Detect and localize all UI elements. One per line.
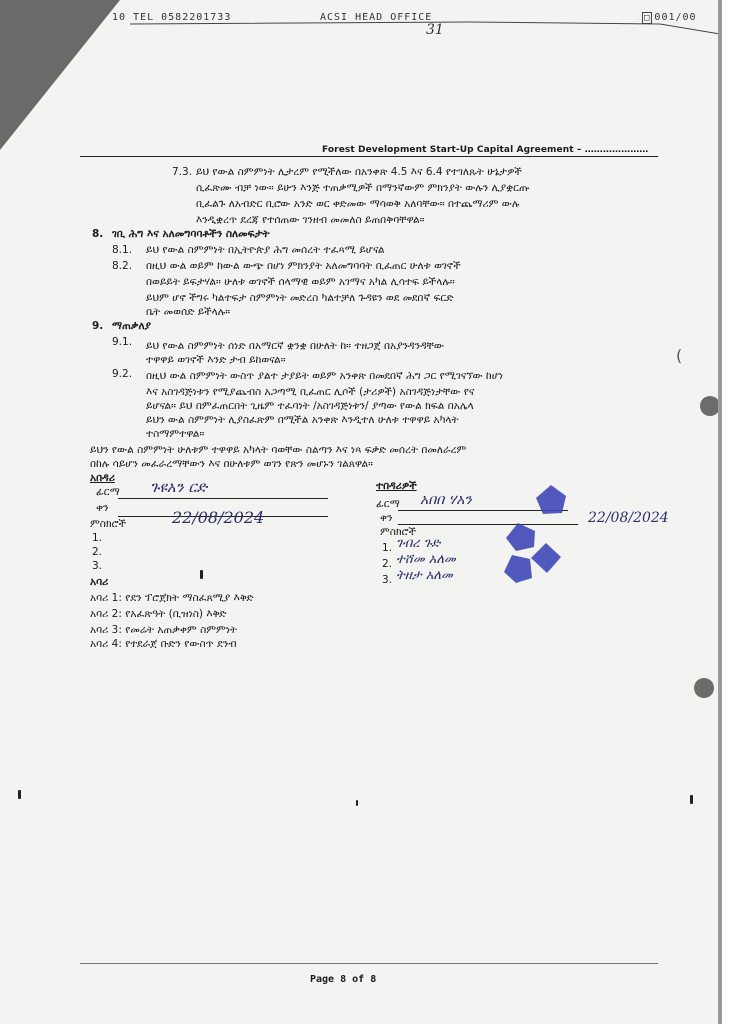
annex-3: አባሪ 3: የመሬት አጠቃቀም ስምምነት bbox=[90, 624, 238, 636]
right-witness-1-signature: ገብረ ጉድ bbox=[396, 536, 441, 551]
clause-9-title: ማጠቃለያ bbox=[112, 320, 152, 332]
left-handwritten-date: 22/08/2024 bbox=[172, 508, 265, 527]
fingerprint-stamp bbox=[534, 484, 568, 516]
fax-from: 10 TEL 0582201733 bbox=[112, 12, 232, 23]
scan-mark bbox=[690, 795, 693, 804]
clause-9-number: 9. bbox=[92, 320, 104, 332]
left-witness-3: 3. bbox=[92, 560, 103, 572]
clause-8-2-line-2: በወይይት ይፍታሃል። ሁለቱ ወገኖች ሰላማዊ ወይም አገማና አካል ሊሳተፍ ይችላሉ። bbox=[146, 276, 455, 288]
left-witness-1: 1. bbox=[92, 532, 103, 544]
clause-8-1-text: ይህ የውል ስምምነት በኢትዮጵያ ሕግ መሰረት ተፈጻሚ ይሆናል bbox=[146, 244, 385, 256]
right-witness-2-number: 2. bbox=[382, 558, 393, 570]
clause-8-2-line-4: ቤት መወሰድ ይችላሉ። bbox=[146, 306, 231, 318]
left-witness-2: 2. bbox=[92, 546, 103, 558]
closing-line-1: ይህን የውል ስምምነት ሁለቱም ተዋዋይ አካላት ባወቸው ስልጣን እና ነጻ ፍቃድ መሰረት በመለራረም bbox=[90, 444, 467, 456]
header-rule bbox=[80, 156, 658, 157]
fax-top-rule bbox=[120, 14, 730, 44]
clause-8-2-line-3: ይህም ሆኖ ችግሩ ካልተፍታ ስምምነት መድረስ ካልተቻለ ጉዳዩን ወደ መደበኛ ፍርድ bbox=[146, 292, 454, 304]
clause-9-2-line-1: በዚህ ውል ስምምነት ውስጥ ያልተ ታያይት ወይም አንቀጽ በመደበኛ ሕግ ጋር የሚገናኘው ከሆነ bbox=[146, 370, 504, 382]
clause-7-3-line-1: ይህ የውል ስምምነት ሊታረም የሚችለው በአንቀጽ 4.5 እና 6.4 የተገለጹት ሁኔታዎች bbox=[196, 166, 522, 178]
page-label: Page 8 of 8 bbox=[310, 974, 377, 985]
clause-9-1-line-2: ተዋዋይ ወገኖች እንድ ታብ ይከወናል። bbox=[146, 354, 286, 366]
left-date-label: ቀን bbox=[96, 502, 109, 514]
handwritten-page-mark: 31 bbox=[426, 22, 444, 38]
left-witness-label: ምስክሮች bbox=[90, 518, 127, 530]
footer-rule bbox=[80, 963, 658, 964]
annex-4: አባሪ 4: የተደራጀ ቡድን የውስጥ ደንብ bbox=[90, 638, 237, 650]
right-witness-3-signature: ትዘታ አለመ bbox=[396, 568, 453, 583]
right-witness-3-number: 3. bbox=[382, 574, 393, 586]
left-handwritten-signature: ጉዩአን ርድ bbox=[150, 478, 207, 496]
clause-9-2-line-2: እና አስገዳጅነቱን የሚያጨብስ አጋጣሚ ቢፈጠር ሊሶች (ታሪዎች) አስገዳጅነታቸው የና bbox=[146, 386, 475, 398]
annex-2: አባሪ 2: የአፈጽዓት (ቢዝነስ) እቅድ bbox=[90, 608, 227, 620]
clause-8-number: 8. bbox=[92, 228, 104, 240]
right-date-line bbox=[398, 524, 578, 525]
clause-8-title: ገቢ ሕግ እና አለመግባባቶችን ስለመፍታት bbox=[112, 228, 270, 240]
left-sign-label: ፊርማ bbox=[96, 486, 120, 498]
clause-8-2-number: 8.2. bbox=[112, 260, 133, 272]
clause-9-1-line-1: ይህ የውል ስምምነት ሰነድ በአማርኛ ቋንቋ በሁለት ከ። ተዘጋጀ በአያንዳንዳቸው bbox=[146, 340, 444, 352]
right-witness-2-signature: ተሸመ አለመ bbox=[396, 552, 456, 567]
fax-head-office: ACSI HEAD OFFICE bbox=[320, 12, 433, 23]
right-handwritten-signature: አበበ ሃአን bbox=[420, 492, 472, 508]
punch-hole bbox=[700, 396, 720, 416]
page-edge bbox=[722, 0, 744, 1024]
folded-corner bbox=[0, 0, 120, 150]
document-header: Forest Development Start-Up Capital Agreement – ………………… bbox=[322, 145, 649, 155]
fingerprint-stamp bbox=[502, 554, 534, 584]
scan-mark bbox=[356, 800, 358, 806]
clause-8-1-number: 8.1. bbox=[112, 244, 133, 256]
annex-1: አባሪ 1: የደን ፕሮጀክት ማስፈጸሚያ እቅድ bbox=[90, 592, 254, 604]
right-witness-label: ምስክሮች bbox=[380, 526, 417, 538]
ink-mark bbox=[200, 570, 203, 579]
fingerprint-stamp bbox=[530, 542, 562, 574]
punch-hole bbox=[694, 678, 714, 698]
clause-7-3-line-2: ሲፈጽሙ ብቻ ነው። ይሁን እንጅ ተጠቃሚዎች በማንኛውም ምክንያት ውሉን ሊያቋርጡ bbox=[196, 182, 530, 194]
clause-7-3-line-3: ቢፈልጉ ለአብድር ቢሮው አንድ ወር ቀድመው ማሳወቅ አለባቸው። በተጨማሪም ውሉ bbox=[196, 198, 520, 210]
scan-mark: ( bbox=[676, 346, 683, 365]
annex-title: አባሪ bbox=[90, 576, 109, 588]
clause-7-3-number: 7.3. bbox=[172, 166, 193, 178]
right-witness-1-number: 1. bbox=[382, 542, 393, 554]
page-icon: □ bbox=[644, 13, 651, 23]
right-party-heading: ተበዳሪዎች bbox=[376, 480, 417, 492]
clause-9-1-number: 9.1. bbox=[112, 336, 133, 348]
fax-page-ref: □ 001/00 bbox=[644, 12, 697, 23]
right-sign-label: ፊርማ bbox=[376, 498, 400, 510]
clause-9-2-line-4: ይህን ውል ስምምነት ሊያስፈጽም በሚችል አንቀጽ እንዲተለ ሁለቱ ተዋዋይ አካላት bbox=[146, 414, 459, 426]
clause-9-2-line-5: ተስማምተዋል። bbox=[146, 428, 205, 440]
clause-8-2-line-1: በዚህ ውል ወይም ከውል ውጭ በሆነ ምክንያት አለመግባባት ቢፈጠር ሁለቱ ወገኖች bbox=[146, 260, 461, 272]
right-date-label: ቀን bbox=[380, 512, 393, 524]
clause-9-2-number: 9.2. bbox=[112, 368, 133, 380]
left-party-heading: አበዳሪ bbox=[90, 472, 115, 484]
scan-mark bbox=[18, 790, 21, 799]
closing-line-2: በከሉ ሳይሆን መፈራረማቸውን እና በሁለቱም ወገን የጽን መሆኑን ገልጸዋል። bbox=[90, 458, 374, 470]
right-handwritten-date: 22/08/2024 bbox=[588, 510, 669, 526]
clause-7-3-line-4: እንዲቋረጥ ደረጃ የተሰጠው ገንዘብ መመለስ ይጠበቅባቸዋል። bbox=[196, 214, 425, 226]
clause-9-2-line-3: ይሆናል። ይህ በምፈጠርበት ጊዜም ተፈባነት /አስገዳጅነቱን/ ያጣው የውል ክፍል በአሌላ bbox=[146, 400, 474, 412]
left-sign-line bbox=[118, 498, 328, 499]
